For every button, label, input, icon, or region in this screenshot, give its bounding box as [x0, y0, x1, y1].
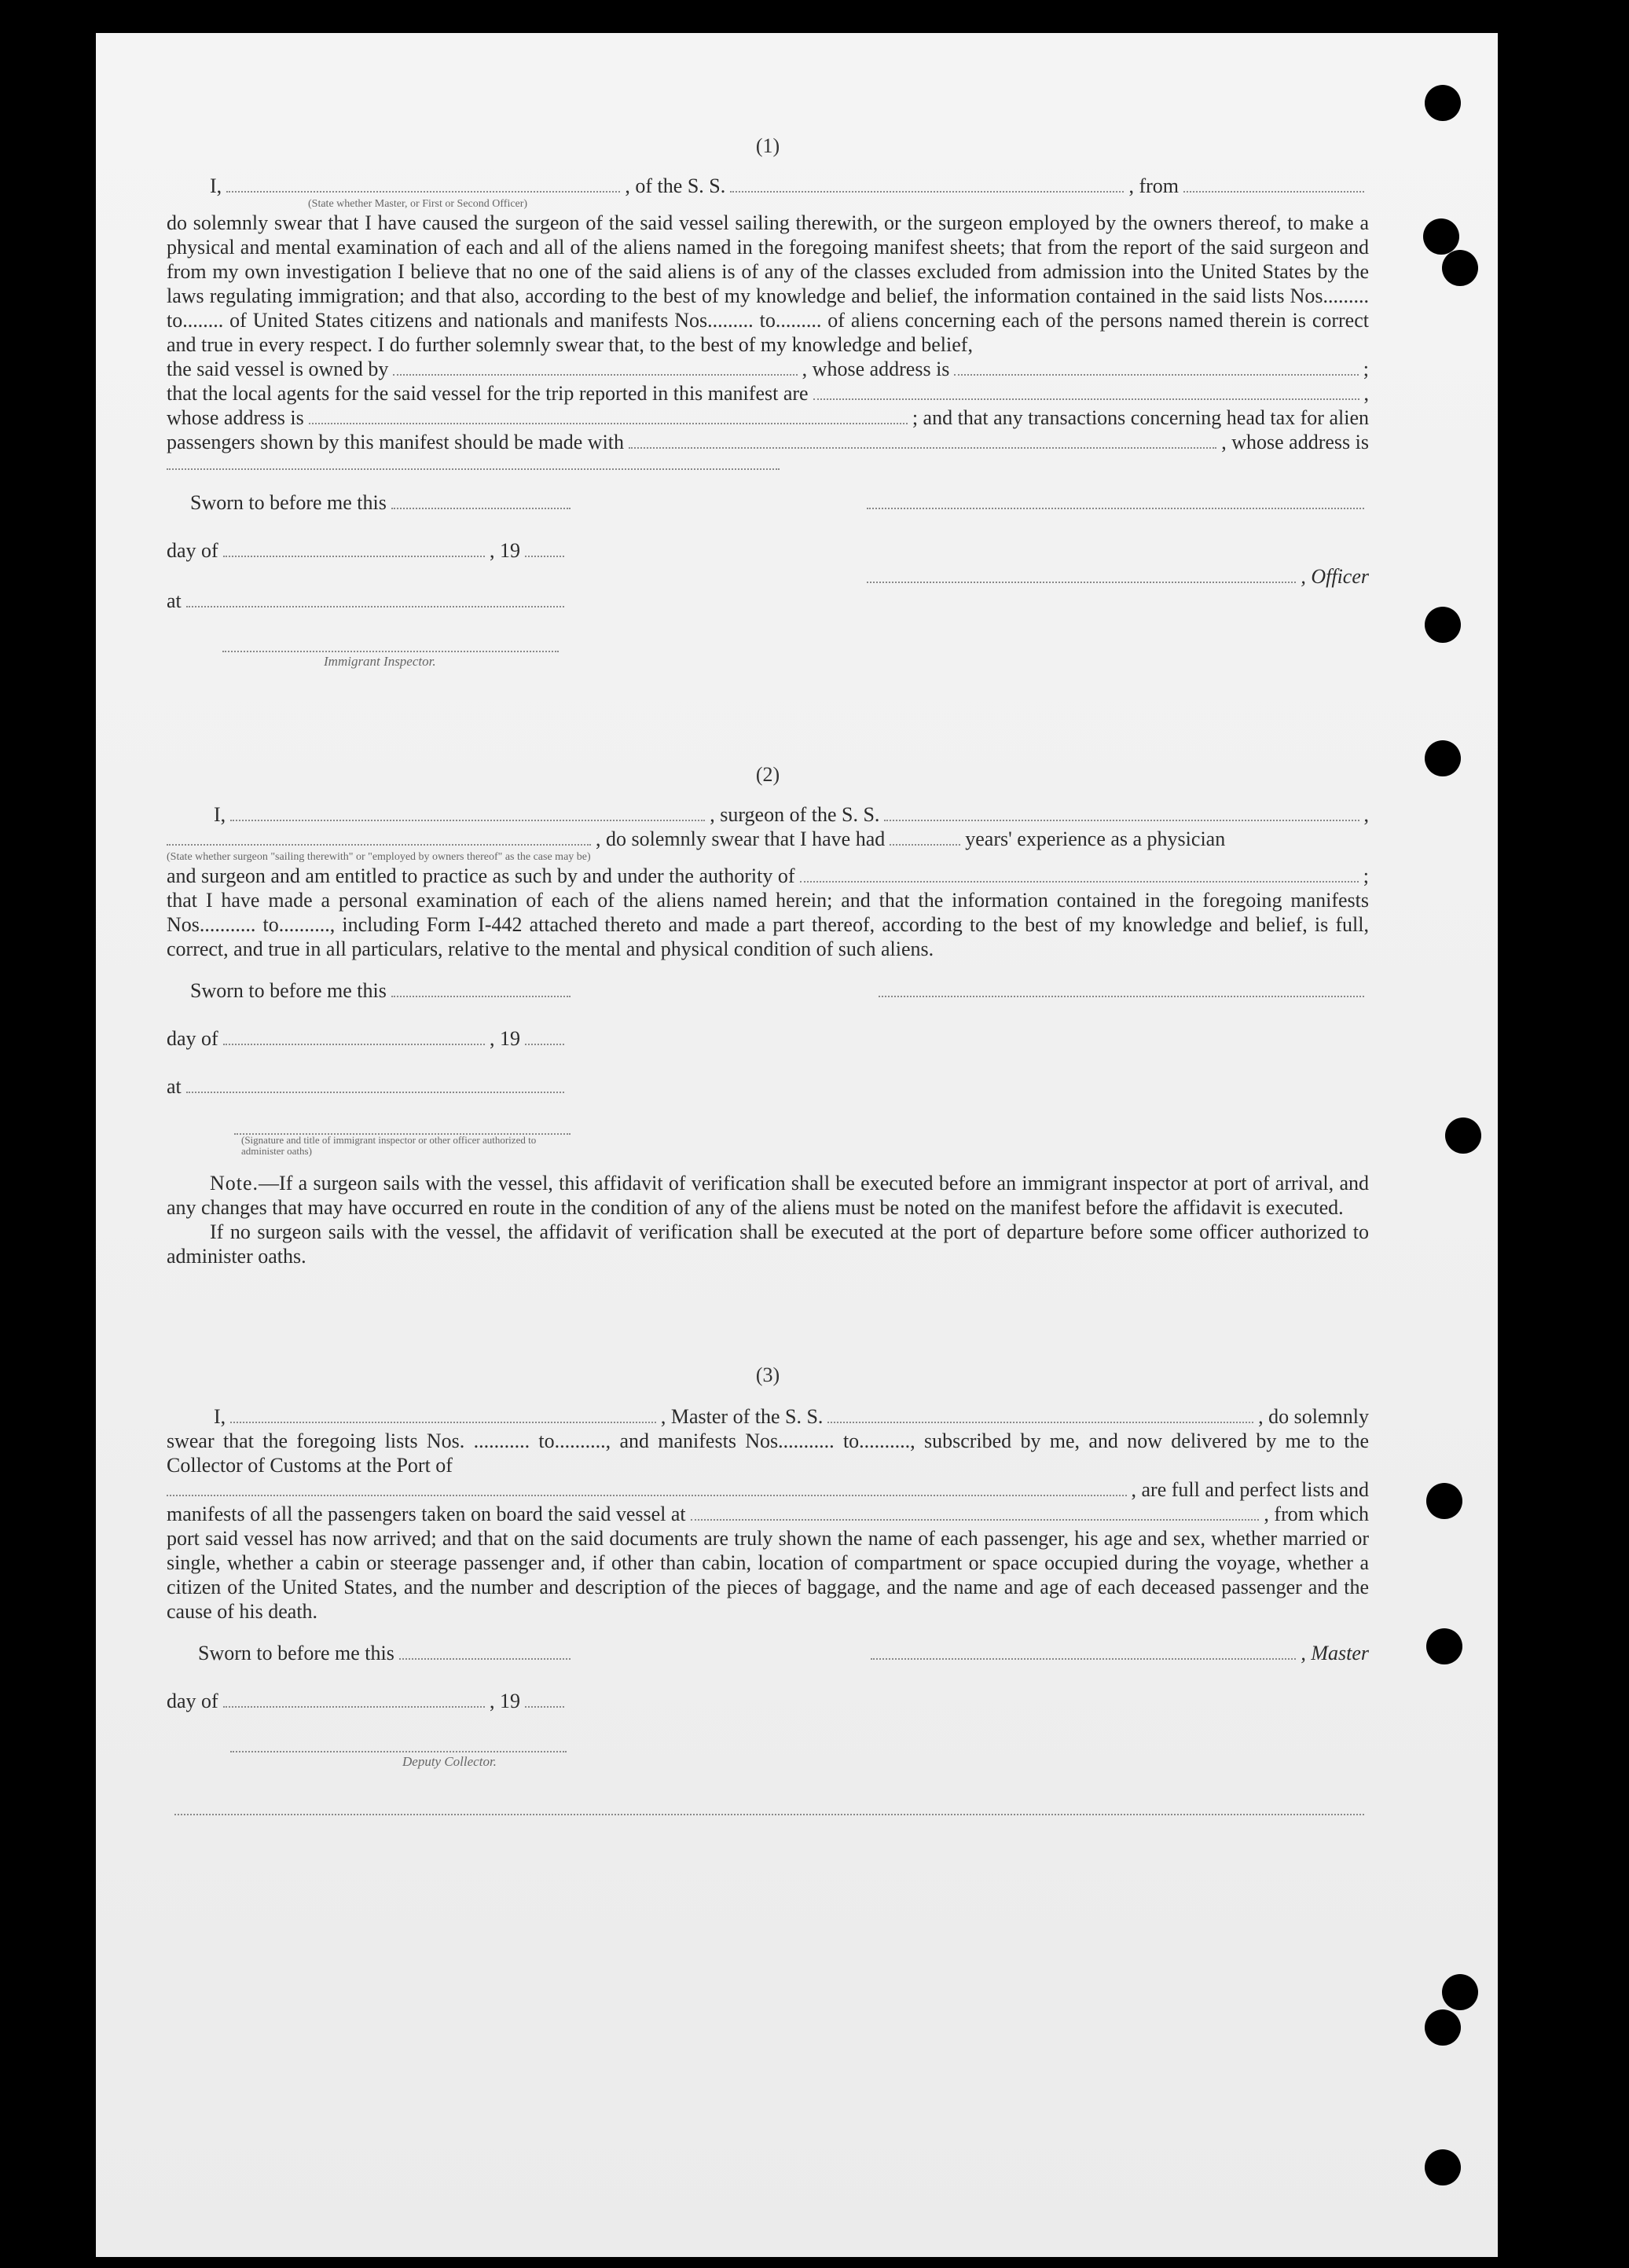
day-of-label: day of [167, 539, 218, 562]
owner-field[interactable] [393, 360, 797, 376]
at-field[interactable] [186, 592, 564, 607]
solemnly-label: , do solemnly swear that I have had [596, 828, 886, 850]
authority-line: and surgeon and am entitled to practice as such by and under the authority of ; [167, 864, 1369, 887]
master-of-label: , Master of the S. S. [660, 1405, 824, 1428]
port-from-field[interactable] [1183, 177, 1364, 193]
year-field[interactable] [525, 541, 564, 557]
at-label-2: at [167, 1075, 182, 1098]
head-tax-address-label: , whose address is [1221, 431, 1369, 453]
signature-hint: (Signature and title of immigrant inspector or other officer authorized to administer oaths) [241, 1134, 537, 1157]
master-label: , Master [1301, 1642, 1369, 1664]
of-ss-label: , of the S. S. [625, 174, 726, 197]
master-signature-field[interactable] [871, 1644, 1296, 1660]
inspector-label: Immigrant Inspector. [324, 654, 436, 669]
surgeon-of-label: , surgeon of the S. S. [710, 803, 880, 826]
from-which-label: , from which [1264, 1503, 1369, 1525]
year-field-3[interactable] [525, 1692, 564, 1708]
officer-label: , Officer [1301, 565, 1369, 588]
at-field-2[interactable] [186, 1077, 564, 1093]
section-1-paragraph: do solemnly swear that I have caused the surgeon of the said vessel sailing therewith, or the surgeon employed by the owners thereof, to make a physical and mental examination of each and all of the aliens named in the foregoing manifest sheets; that from the report of the said surgeon and from my own investigation I believe that no one of the said aliens is of any of the classes excluded from admission into the United States by the laws regulating immigration; and that also, according to the best of my knowledge and belief, the information contained in the said lists Nos......... to........ of United States citizens and nationals and manifests Nos......... to......... of aliens concerning each of the persons named therein is correct and true in every respect. I do further solemnly swear that, to the best of my knowledge and belief, [167, 211, 1369, 356]
officer-line [862, 564, 1369, 589]
embark-port-field[interactable] [691, 1505, 1260, 1521]
deputy-label: Deputy Collector. [402, 1754, 497, 1769]
punch-hole-2 [1423, 218, 1459, 255]
note-paragraph-2: If no surgeon sails with the vessel, the affidavit of verification shall be executed at the port of departure before some officer authorized to administer oaths. [167, 1220, 1369, 1268]
section-3-master-line [167, 1404, 1369, 1429]
punch-hole-9 [1442, 1974, 1478, 2010]
section-2-number: (2) [755, 763, 780, 786]
manifests-all-label: manifests of all the passengers taken on board the said vessel at [167, 1503, 686, 1525]
day-of-label-3: day of [167, 1690, 218, 1712]
punch-hole-11 [1425, 2149, 1461, 2185]
document-page [96, 33, 1498, 2257]
passengers-line [167, 430, 1369, 454]
section-2-paragraph: that I have made a personal examination of each of the aliens named herein; and that the information contained in the foregoing manifests Nos........... to.........., including Form I-442 attached thereto and made a part thereof, according to the best of my knowledge and belief, is full, correct, and true in all particulars, relative to the mental and physical condition of such aliens. [167, 889, 1369, 960]
surgeon-signature-field[interactable] [879, 982, 1364, 997]
agents-address-label: whose address is [167, 406, 304, 429]
sworn-label-3: Sworn to before me this [198, 1642, 394, 1664]
day-of-label-2: day of [167, 1027, 218, 1050]
section-1-day-row [167, 538, 569, 563]
manifests-all-line [167, 1502, 1369, 1526]
surgeon-hint: (State whether surgeon "sailing therewith" or "employed by owners thereof" as the case may be) [167, 851, 591, 863]
are-full-label: , are full and perfect lists and [1131, 1478, 1369, 1501]
section-1-at-row [167, 589, 569, 613]
head-tax-label: ; and that any transactions concerning head tax for alien [912, 406, 1369, 429]
surgeon-name-field[interactable] [230, 806, 705, 821]
sworn-label: Sworn to before me this [190, 491, 387, 514]
sworn-day-field-2[interactable] [391, 982, 571, 997]
passengers-label: passengers shown by this manifest should be made with [167, 431, 625, 453]
note-label: Note. [210, 1172, 259, 1195]
section-1-number: (1) [755, 134, 780, 157]
head-tax-agent-field[interactable] [629, 433, 1216, 449]
form-content [167, 134, 1369, 1815]
inspector-signature-field[interactable] [222, 637, 559, 652]
head-tax-address-field[interactable] [167, 454, 780, 470]
punch-hole-3 [1442, 250, 1478, 286]
section-3-lists-line [167, 1429, 1369, 1477]
owned-by-line: the said vessel is owned by , whose address is ; [167, 358, 1369, 380]
owner-address-field[interactable] [954, 360, 1358, 376]
year-field-2[interactable] [525, 1029, 564, 1045]
surgeon-vessel-field[interactable] [884, 806, 1359, 821]
punch-hole-6 [1445, 1117, 1481, 1154]
year-prefix: , 19 [490, 539, 520, 562]
section-2-years-line [167, 827, 1369, 851]
section-2-sworn-row [167, 978, 1369, 1003]
year-prefix-3: , 19 [490, 1690, 520, 1712]
sworn-day-field[interactable] [391, 494, 571, 509]
local-agents-line: that the local agents for the said vessel for the trip reported in this manifest are , [167, 382, 1369, 405]
day-of-field-2[interactable] [223, 1029, 485, 1045]
section-3-number: (3) [755, 1363, 780, 1386]
section-3-paragraph-a: swear that the foregoing lists Nos. ........... to.........., and manifests Nos........... to.........., subscribed by me, and now delivered by me to the Collector of Customs at the Port of [167, 1429, 1369, 1477]
punch-hole-5 [1425, 740, 1461, 776]
section-2-at-row [167, 1074, 569, 1099]
section-1-sworn-row [167, 490, 1369, 515]
officer-hint: (State whether Master, or First or Second Officer) [308, 198, 528, 210]
punch-hole-4 [1425, 607, 1461, 643]
owner-address-label: , whose address is [802, 358, 950, 380]
note-paragraph-1 [167, 1171, 1369, 1220]
surgeon-status-field[interactable] [167, 830, 591, 846]
vessel-field[interactable] [730, 177, 1124, 193]
officer-name-field[interactable] [867, 567, 1296, 583]
agents-address-field[interactable] [309, 409, 908, 424]
administering-officer-field[interactable] [234, 1119, 571, 1135]
section-1-officer-line [167, 174, 1369, 198]
year-prefix-2: , 19 [490, 1027, 520, 1050]
punch-hole-1 [1425, 85, 1461, 121]
master-name-field[interactable] [230, 1407, 656, 1423]
do-solemnly-label: , do solemnly [1258, 1405, 1369, 1428]
from-label: , from [1128, 174, 1179, 197]
authority-label: and surgeon and am entitled to practice as such by and under the authority of [167, 864, 795, 887]
at-label: at [167, 589, 182, 612]
master-vessel-field[interactable] [827, 1407, 1253, 1423]
day-of-field-3[interactable] [223, 1692, 485, 1708]
section-3-day-row [167, 1689, 569, 1713]
local-agents-field[interactable] [813, 384, 1359, 400]
section-3-paragraph-b: port said vessel has now arrived; and that on the said documents are truly shown the name of each passenger, his age and sex, whether married or single, whether a cabin or steerage passenger and, if other than cabin, location of compartment or space occupied during the voyage, whether a citizen of the United States, and the number and description of the pieces of baggage, and the name and age of each deceased passenger and the cause of his death. [167, 1527, 1369, 1623]
intro-i: I, [210, 174, 222, 197]
intro-i-2: I, [214, 803, 226, 826]
sworn-label-2: Sworn to before me this [190, 979, 387, 1002]
officer-field[interactable] [226, 177, 620, 193]
sworn-day-field-3[interactable] [399, 1644, 571, 1660]
authority-field[interactable] [800, 867, 1359, 883]
local-agents-label: that the local agents for the said vessel for the trip reported in this manifest are [167, 382, 809, 405]
punch-hole-8 [1426, 1628, 1462, 1664]
years-label: years' experience as a physician [965, 828, 1226, 850]
section-2-day-row [167, 1026, 569, 1051]
section-3-sworn-row [167, 1641, 1369, 1665]
intro-i-3: I, [214, 1405, 226, 1428]
agents-address-line [167, 406, 1369, 430]
port-collector-field[interactable] [167, 1481, 1127, 1496]
deputy-signature-field[interactable] [230, 1737, 567, 1752]
years-field[interactable] [890, 830, 960, 846]
day-of-field[interactable] [223, 541, 485, 557]
bottom-rule [174, 1800, 1364, 1815]
punch-hole-7 [1426, 1483, 1462, 1519]
punch-hole-10 [1425, 2009, 1461, 2046]
section-2-surgeon-line: I, , surgeon of the S. S. , [214, 803, 1369, 826]
note-text-1: —If a surgeon sails with the vessel, this affidavit of verification shall be executed before an immigrant inspector at port of arrival, and any changes that may have occurred en route in the condition of any of the aliens must be noted on the manifest before the affidavit is executed. [167, 1172, 1369, 1219]
officer-signature-field[interactable] [867, 494, 1364, 509]
owned-by-label: the said vessel is owned by [167, 358, 389, 380]
